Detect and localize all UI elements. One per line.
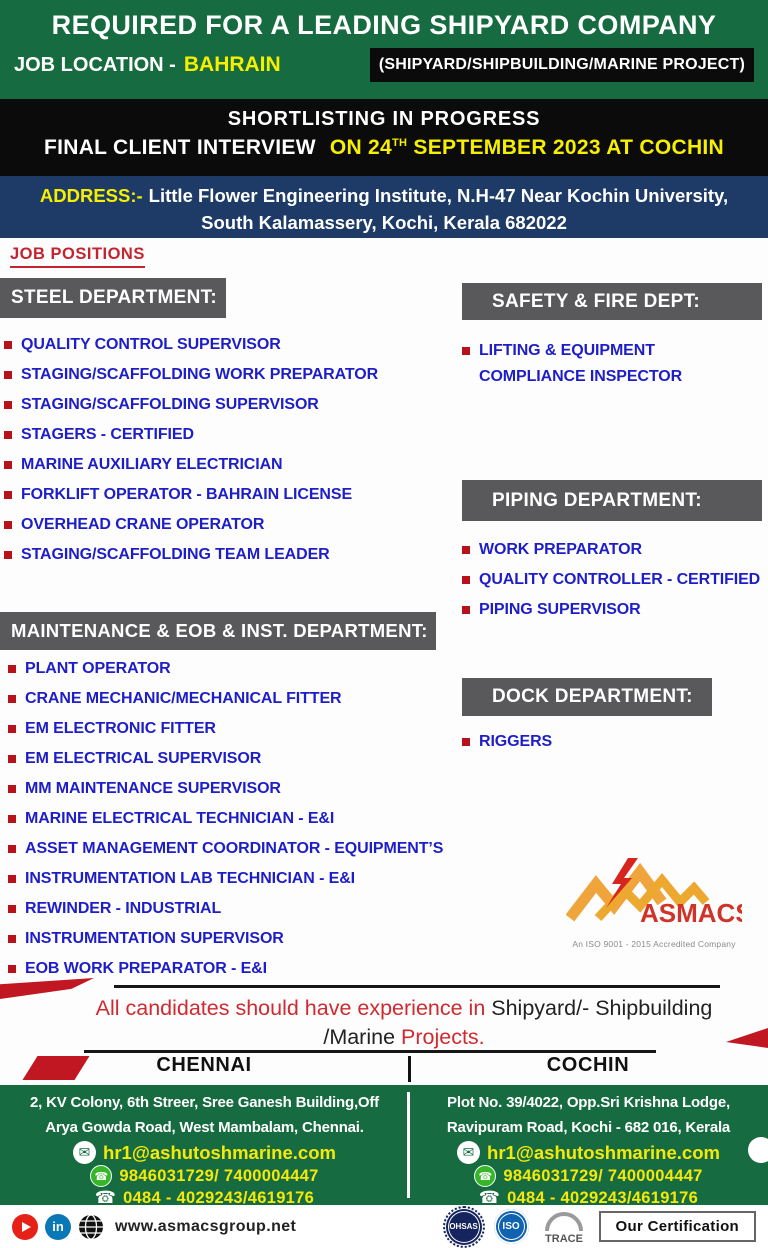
- job-position-label: STAGERS - CERTIFIED: [21, 426, 194, 443]
- experience-note: [84, 994, 724, 1052]
- website-link[interactable]: www.asmacsgroup.net: [115, 1217, 297, 1235]
- city-cochin: COCHIN: [546, 1054, 630, 1076]
- job-position-item: [4, 335, 456, 354]
- bullet-square-icon: [8, 875, 16, 883]
- job-position-label: INSTRUMENTATION SUPERVISOR: [25, 930, 284, 947]
- bullet-square-icon: [8, 845, 16, 853]
- job-position-item: [4, 515, 456, 534]
- job-position-label: EM ELECTRICAL SUPERVISOR: [25, 750, 262, 767]
- job-position-label: QUALITY CONTROLLER - CERTIFIED: [479, 571, 761, 588]
- announcement-band: [0, 99, 768, 176]
- interview-date-pre: ON 24: [329, 136, 393, 159]
- job-position-item: [462, 600, 768, 619]
- job-position-label: REWINDER - INDUSTRIAL: [25, 900, 222, 917]
- bullet-square-icon: [8, 695, 16, 703]
- job-position-item: [8, 659, 458, 678]
- white-dot-decoration: [748, 1137, 768, 1163]
- job-position-label: INSTRUMENTATION LAB TECHNICIAN - E&I: [25, 870, 356, 887]
- cochin-phone-row: [479, 1188, 698, 1208]
- dock-department-list: [462, 732, 762, 762]
- header-band: [0, 0, 768, 99]
- cochin-address-line-1: Plot No. 39/4022, Opp.Sri Krishna Lodge,: [447, 1094, 730, 1111]
- note-segment-2: Shipyard/- Shipbuilding /Marine: [323, 996, 713, 1049]
- whatsapp-icon: ☎: [90, 1165, 112, 1187]
- job-position-item: [8, 749, 458, 768]
- bullet-square-icon: [8, 725, 16, 733]
- interview-line-plain: FINAL CLIENT INTERVIEW: [43, 136, 316, 159]
- job-position-label: EOB WORK PREPARATOR - E&I: [25, 960, 267, 977]
- job-position-item: [4, 455, 456, 474]
- cochin-whatsapp-row: [474, 1165, 702, 1187]
- job-position-item: [462, 570, 768, 589]
- job-position-item: [462, 338, 764, 390]
- bullet-square-icon: [8, 755, 16, 763]
- address-text: Little Flower Engineering Institute, N.H-47 Near Kochin University, South Kalamassery, Kochi, Kerala 682022: [148, 185, 729, 233]
- poster-title: REQUIRED FOR A LEADING SHIPYARD COMPANY: [51, 10, 717, 40]
- job-position-item: [4, 395, 456, 414]
- job-position-label: CRANE MECHANIC/MECHANICAL FITTER: [25, 690, 342, 707]
- bullet-square-icon: [462, 576, 470, 584]
- cochin-email-row: [457, 1141, 720, 1164]
- bullet-square-icon: [4, 521, 12, 529]
- certification-box: Our Certification: [599, 1211, 756, 1242]
- globe-icon: [78, 1214, 104, 1240]
- email-icon: ✉: [457, 1141, 480, 1164]
- job-position-item: [8, 869, 458, 888]
- address-label: ADDRESS:-: [39, 185, 143, 206]
- chennai-phone-row: [95, 1188, 314, 1208]
- note-segment-3: Projects.: [401, 1025, 485, 1049]
- whatsapp-icon: ☎: [474, 1165, 496, 1187]
- maintenance-department-header: MAINTENANCE & EOB & INST. DEPARTMENT:: [0, 612, 436, 650]
- job-position-item: [8, 929, 458, 948]
- cochin-email-link[interactable]: hr1@ashutoshmarine.com: [487, 1141, 720, 1163]
- interview-date-post: SEPTEMBER 2023 AT COCHIN: [407, 136, 725, 159]
- job-location-value: BAHRAIN: [183, 53, 281, 76]
- job-position-item: [4, 545, 456, 564]
- address-band: [0, 176, 768, 238]
- bullet-square-icon: [4, 551, 12, 559]
- job-position-label: STAGING/SCAFFOLDING TEAM LEADER: [21, 546, 330, 563]
- red-triangle-shape: [726, 1028, 768, 1048]
- safety-department-header: SAFETY & FIRE DEPT:: [462, 283, 762, 320]
- job-position-item: [8, 719, 458, 738]
- chennai-email-link[interactable]: hr1@ashutoshmarine.com: [103, 1141, 336, 1163]
- chennai-email-row: [73, 1141, 336, 1164]
- job-location-label: JOB LOCATION -: [14, 53, 176, 76]
- cochin-address-line-2: Ravipuram Road, Kochi - 682 016, Kerala: [446, 1119, 731, 1136]
- job-position-label: OVERHEAD CRANE OPERATOR: [21, 516, 265, 533]
- bullet-square-icon: [462, 606, 470, 614]
- chennai-address-line-2: Arya Gowda Road, West Mambalam, Chennai.: [45, 1119, 364, 1136]
- chennai-address-line-1: 2, KV Colony, 6th Streer, Sree Ganesh Building,Off: [30, 1094, 379, 1111]
- bullet-square-icon: [8, 815, 16, 823]
- job-position-label: MARINE ELECTRICAL TECHNICIAN - E&I: [25, 810, 335, 827]
- job-position-label: STAGING/SCAFFOLDING SUPERVISOR: [21, 396, 319, 413]
- interview-line: [0, 136, 768, 160]
- job-position-item: [8, 959, 458, 978]
- bullet-square-icon: [4, 401, 12, 409]
- bullet-square-icon: [8, 905, 16, 913]
- linkedin-icon[interactable]: in: [45, 1214, 71, 1240]
- footer-bar: [0, 1205, 768, 1248]
- job-position-label: ASSET MANAGEMENT COORDINATOR - EQUIPMENT’S: [25, 840, 444, 857]
- job-position-label: PLANT OPERATOR: [25, 660, 171, 677]
- cochin-whatsapp-numbers: 9846031729/ 7400004447: [503, 1166, 703, 1185]
- job-positions-section: [0, 238, 768, 1085]
- phone-icon: ☎: [478, 1188, 501, 1207]
- bullet-square-icon: [4, 371, 12, 379]
- divider-line-top: [114, 985, 720, 988]
- logo-wordmark: ASMACS: [640, 898, 742, 928]
- job-position-item: [8, 809, 458, 828]
- city-divider: [408, 1056, 411, 1082]
- steel-department-list: [4, 335, 456, 575]
- logo-tagline: An ISO 9001 - 2015 Accredited Company: [572, 939, 736, 949]
- chennai-whatsapp-row: [90, 1165, 318, 1187]
- chennai-phone-numbers: 0484 - 4029243/4619176: [123, 1188, 315, 1207]
- city-chennai: CHENNAI: [156, 1054, 252, 1076]
- bullet-square-icon: [4, 461, 12, 469]
- project-tag: (SHIPYARD/SHIPBUILDING/MARINE PROJECT): [370, 48, 754, 82]
- bullet-square-icon: [462, 546, 470, 554]
- asmacs-logo-graphic: [566, 856, 742, 932]
- steel-department-header: STEEL DEPARTMENT:: [0, 278, 226, 318]
- job-position-label: STAGING/SCAFFOLDING WORK PREPARATOR: [21, 366, 379, 383]
- job-position-item: [4, 425, 456, 444]
- bullet-square-icon: [8, 665, 16, 673]
- bullet-square-icon: [8, 935, 16, 943]
- play-icon: [22, 1222, 31, 1232]
- job-position-label: FORKLIFT OPERATOR - BAHRAIN LICENSE: [21, 486, 353, 503]
- chennai-whatsapp-numbers: 9846031729/ 7400004447: [119, 1166, 319, 1185]
- office-cochin-block: [409, 1085, 768, 1205]
- certification-group: [444, 1207, 756, 1247]
- job-position-label: MARINE AUXILIARY ELECTRICIAN: [21, 456, 283, 473]
- job-position-item: [8, 839, 458, 858]
- maintenance-department-list: [8, 659, 458, 989]
- job-position-item: [462, 540, 768, 559]
- office-chennai-block: [0, 1085, 409, 1205]
- job-position-item: [8, 689, 458, 708]
- job-position-item: [4, 365, 456, 384]
- bullet-square-icon: [462, 738, 470, 746]
- bullet-square-icon: [8, 785, 16, 793]
- bullet-square-icon: [8, 965, 16, 973]
- job-position-item: [462, 732, 762, 751]
- job-position-label: RIGGERS: [479, 733, 553, 750]
- email-icon: ✉: [73, 1141, 96, 1164]
- job-position-label: LIFTING & EQUIPMENT COMPLIANCE INSPECTOR: [479, 342, 683, 385]
- svg-text:TRACE: TRACE: [544, 1232, 583, 1245]
- asmacs-logo: [566, 856, 742, 949]
- bullet-square-icon: [4, 341, 12, 349]
- note-segment-1: All candidates should have experience in: [95, 996, 492, 1020]
- piping-department-header: PIPING DEPARTMENT:: [462, 480, 762, 521]
- job-position-label: EM ELECTRONIC FITTER: [25, 720, 216, 737]
- city-headers-row: [0, 1054, 768, 1077]
- piping-department-list: [462, 540, 768, 630]
- interview-date-sup: TH: [392, 137, 408, 149]
- job-position-item: [8, 899, 458, 918]
- shortlisting-line: SHORTLISTING IN PROGRESS: [227, 108, 541, 130]
- job-position-item: [8, 779, 458, 798]
- location-row: [0, 48, 768, 82]
- bullet-square-icon: [4, 491, 12, 499]
- ohsas-badge-icon: OHSAS: [444, 1207, 484, 1247]
- job-position-label: PIPING SUPERVISOR: [479, 601, 641, 618]
- job-positions-title: JOB POSITIONS: [10, 245, 145, 268]
- youtube-icon[interactable]: [12, 1214, 38, 1240]
- job-position-item: [4, 485, 456, 504]
- job-position-label: QUALITY CONTROL SUPERVISOR: [21, 336, 281, 353]
- trace-badge-icon: [539, 1209, 589, 1245]
- phone-icon: ☎: [94, 1188, 117, 1207]
- office-divider: [407, 1092, 410, 1198]
- job-position-label: WORK PREPARATOR: [479, 541, 642, 558]
- iso-badge-icon: ISO: [494, 1209, 529, 1244]
- cochin-phone-numbers: 0484 - 4029243/4619176: [507, 1188, 699, 1207]
- dock-department-header: DOCK DEPARTMENT:: [462, 678, 712, 716]
- safety-department-list: [462, 338, 764, 401]
- job-position-label: MM MAINTENANCE SUPERVISOR: [25, 780, 281, 797]
- bullet-square-icon: [462, 347, 470, 355]
- bullet-square-icon: [4, 431, 12, 439]
- contact-band: [0, 1085, 768, 1205]
